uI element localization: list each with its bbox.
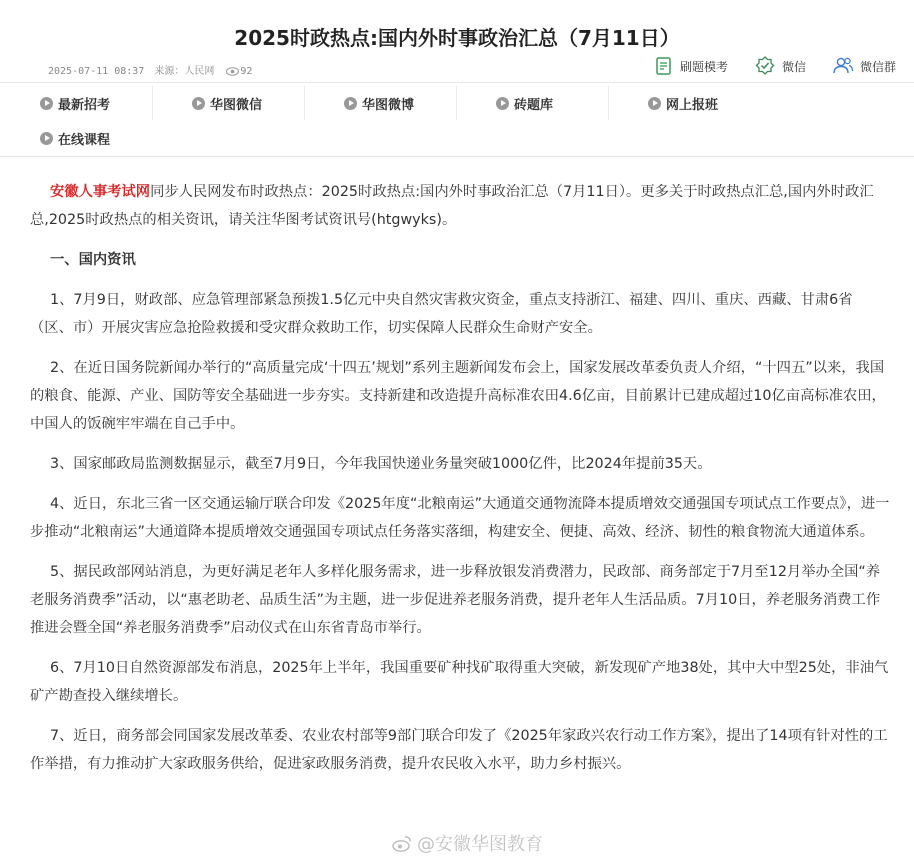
quiz-icon	[654, 56, 674, 76]
quiz-label: 刷题模考	[679, 59, 728, 74]
nav-item-weibo[interactable]	[344, 86, 414, 120]
intro-text: 同步人民网发布时政热点：2025时政热点:国内外时事政治汇总（7月11日）。更多关于时政热点汇总,国内外时政汇总,2025时政热点的相关资讯，请关注华图考试资讯号(htgwyks)。	[30, 184, 874, 228]
arrow-bullet-icon	[40, 132, 53, 145]
news-paragraph: 2、在近日国务院新闻办举行的“高质量完成‘十四五’规划”系列主题新闻发布会上，国家发展改革委负责人介绍，“十四五”以来，我国的粮食、能源、产业、国防等安全基础进一步夯实。支持新建和改造提升高标准农田4.6亿亩，目前累计已建成超过10亿亩高标准农田，中国人的饭碗牢牢端在自己手中。	[30, 360, 886, 432]
nav-divider	[456, 86, 457, 120]
news-paragraph: 3、国家邮政局监测数据显示，截至7月9日，今年我国快递业务量突破1000亿件，比2024年提前35天。	[50, 456, 712, 472]
weibo-icon	[392, 835, 412, 852]
wechat-group-label: 微信群	[859, 59, 896, 74]
nav-item-wechat[interactable]	[192, 86, 262, 120]
section-heading: 一、国内资讯	[50, 252, 136, 268]
arrow-bullet-icon	[648, 97, 661, 110]
nav-label: 网上报班	[666, 97, 719, 113]
eye-icon	[226, 67, 239, 76]
divider	[0, 82, 914, 83]
news-paragraph: 7、近日，商务部会同国家发展改革委、农业农村部等9部门联合印发了《2025年家政兴农行动工作方案》，提出了14项有针对性的工作举措，有力推动扩大家政服务供给，促进家政服务消费，提升农民收入水平，助力乡村振兴。	[30, 728, 888, 772]
nav-divider	[304, 86, 305, 120]
nav-label: 在线课程	[58, 132, 111, 148]
divider	[0, 156, 914, 157]
wechat-group-icon	[832, 56, 854, 76]
quiz-button[interactable]	[654, 55, 728, 77]
watermark	[392, 830, 543, 856]
nav-label: 华图微信	[210, 97, 263, 113]
article-body	[30, 178, 892, 790]
publish-date: 2025-07-11 08:37	[48, 66, 145, 77]
news-paragraph: 1、7月9日，财政部、应急管理部紧急预拨1.5亿元中央自然灾害救灾资金，重点支持浙江、福建、四川、重庆、西藏、甘肃6省（区、市）开展灾害应急抢险救援和受灾群众救助工作，切实保障人民群众生命财产安全。	[30, 292, 853, 336]
nav-divider	[152, 86, 153, 120]
arrow-bullet-icon	[40, 97, 53, 110]
wechat-icon	[754, 55, 776, 77]
nav-label: 最新招考	[58, 97, 111, 113]
nav-item-question-bank[interactable]	[496, 86, 553, 120]
news-paragraph: 4、近日，东北三省一区交通运输厅联合印发《2025年度“北粮南运”大通道交通物流降本提质增效交通强国专项试点工作要点》，进一步推动“北粮南运”大通道降本提质增效交通强国专项试点任务落实落细，构建安全、便捷、高效、经济、韧性的粮食物流大通道体系。	[30, 496, 890, 540]
wechat-label: 微信	[781, 59, 806, 74]
wechat-group-button[interactable]	[832, 55, 896, 77]
arrow-bullet-icon	[496, 97, 509, 110]
nav-item-online-courses[interactable]	[40, 121, 110, 155]
arrow-bullet-icon	[192, 97, 205, 110]
article-meta	[48, 62, 256, 77]
news-paragraph: 5、据民政部网站消息，为更好满足老年人多样化服务需求，进一步释放银发消费潜力，民政部、商务部定于7月至12月举办全国“养老服务消费季”活动，以“惠老助老、品质生活”为主题，进一步促进养老服务消费，提升老年人生活品质。7月10日，养老服务消费工作推进会暨全国“养老服务消费季”启动仪式在山东省青岛市举行。	[30, 564, 881, 636]
view-count: 92	[240, 66, 253, 77]
wechat-button[interactable]	[754, 55, 806, 77]
nav-item-online-signup[interactable]	[648, 86, 718, 120]
nav-label: 砖题库	[514, 97, 554, 113]
watermark-text: @安徽华图教育	[417, 834, 543, 855]
article-title: 2025时政热点:国内外时事政治汇总（7月11日）	[234, 26, 680, 50]
article-source: 来源：人民网	[154, 66, 215, 77]
site-link[interactable]: 安徽人事考试网	[50, 184, 151, 200]
nav-divider	[608, 86, 609, 120]
nav-item-latest-exams[interactable]	[40, 86, 110, 120]
news-paragraph: 6、7月10日自然资源部发布消息，2025年上半年，我国重要矿种找矿取得重大突破，新发现矿产地38处，其中大中型25处，非油气矿产勘查投入继续增长。	[30, 660, 889, 704]
arrow-bullet-icon	[344, 97, 357, 110]
share-bar	[654, 55, 896, 77]
intro-paragraph	[30, 178, 892, 234]
nav-label: 华图微博	[362, 97, 415, 113]
